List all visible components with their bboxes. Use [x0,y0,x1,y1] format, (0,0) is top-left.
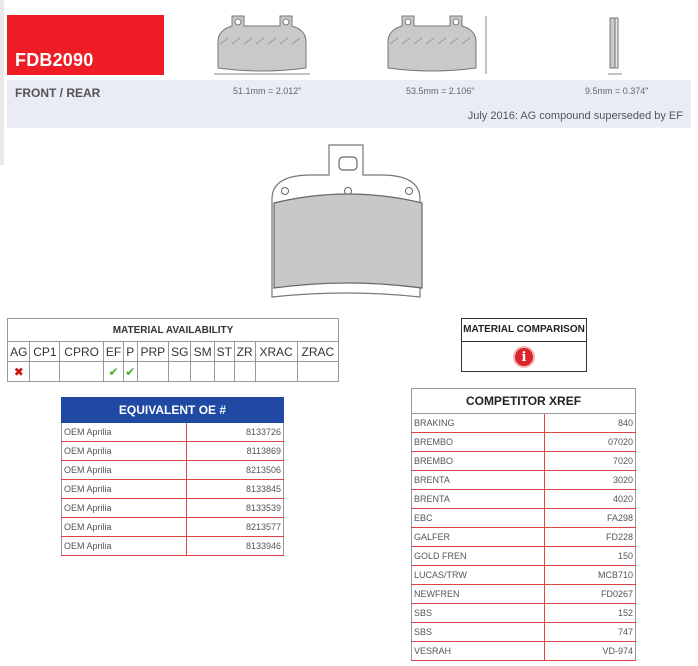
oe-number: 8213506 [187,461,284,480]
table-row [412,509,636,528]
material-availability-title: MATERIAL AVAILABILITY [8,319,339,342]
table-row [62,442,284,461]
material-cp1-status [30,362,60,382]
xref-brand: SBS [412,623,545,642]
material-col-sg: SG [169,342,191,362]
product-info-bar [7,80,691,128]
product-code: FDB2090 [15,50,94,70]
xref-brand: BRAKING [412,414,545,433]
oe-maker: OEM Aprilia [62,461,187,480]
oe-number: 8133539 [187,499,284,518]
material-col-zrac: ZRAC [297,342,338,362]
xref-ref: 150 [545,547,636,566]
competitor-xref-title: COMPETITOR XREF [412,389,636,414]
oe-maker: OEM Aprilia [62,537,187,556]
height-dimension: 53.5mm = 2.106" [406,86,475,96]
xref-ref: 747 [545,623,636,642]
material-availability-table [7,318,339,382]
material-zr-status [234,362,255,382]
xref-brand: NEWFREN [412,585,545,604]
check-icon: ✔ [108,364,119,379]
table-row [62,423,284,442]
compound-note: July 2016: AG compound superseded by EF [467,110,683,122]
material-ef-status [103,362,123,382]
pad-width-diagram [210,14,314,78]
xref-brand: BRENTA [412,490,545,509]
table-row [412,566,636,585]
oe-number: 8133726 [187,423,284,442]
oe-number: 8133946 [187,537,284,556]
left-edge-strip [0,0,4,165]
material-ag-status [8,362,30,382]
xref-ref: 07020 [545,433,636,452]
xref-ref: 840 [545,414,636,433]
xref-ref: 3020 [545,471,636,490]
xref-ref: 4020 [545,490,636,509]
equivalent-oe-table [61,397,284,556]
pad-height-diagram [380,14,494,78]
xref-brand: VESRAH [412,642,545,661]
material-cpro-status [60,362,104,382]
xref-brand: SBS [412,604,545,623]
table-row [412,547,636,566]
cross-icon: ✖ [13,364,24,379]
table-row [412,585,636,604]
material-sg-status [169,362,191,382]
table-row [412,433,636,452]
xref-ref: 152 [545,604,636,623]
material-col-sm: SM [191,342,214,362]
table-row [412,623,636,642]
table-row [62,480,284,499]
info-icon[interactable]: i [513,346,535,368]
xref-brand: GALFER [412,528,545,547]
material-col-zr: ZR [234,342,255,362]
material-prp-status [137,362,168,382]
material-xrac-status [255,362,297,382]
competitor-xref-table [411,388,636,661]
table-row [62,518,284,537]
xref-brand: BRENTA [412,471,545,490]
material-st-status [214,362,234,382]
table-row [412,414,636,433]
table-row [412,604,636,623]
oe-maker: OEM Aprilia [62,442,187,461]
table-row [62,499,284,518]
table-row [412,490,636,509]
table-row [412,471,636,490]
xref-ref: FD0267 [545,585,636,604]
table-row [62,537,284,556]
xref-brand: GOLD FREN [412,547,545,566]
table-row [412,642,636,661]
pad-thickness-diagram [600,14,630,78]
brake-pad-drawing [270,142,426,304]
oe-maker: OEM Aprilia [62,480,187,499]
equivalent-oe-title: EQUIVALENT OE # [62,398,284,423]
xref-ref: 7020 [545,452,636,471]
material-col-cp1: CP1 [30,342,60,362]
material-col-prp: PRP [137,342,168,362]
product-code-badge [7,15,164,75]
xref-brand: EBC [412,509,545,528]
xref-ref: FA298 [545,509,636,528]
oe-maker: OEM Aprilia [62,499,187,518]
xref-brand: BREMBO [412,433,545,452]
material-comparison-title: MATERIAL COMPARISON [462,319,586,342]
fitment-position: FRONT / REAR [15,86,101,100]
xref-ref: MCB710 [545,566,636,585]
material-comparison-box [461,318,587,372]
oe-number: 8133845 [187,480,284,499]
material-col-cpro: CPRO [60,342,104,362]
table-row [412,452,636,471]
check-icon: ✔ [125,364,136,379]
material-col-xrac: XRAC [255,342,297,362]
oe-maker: OEM Aprilia [62,518,187,537]
oe-maker: OEM Aprilia [62,423,187,442]
xref-ref: FD228 [545,528,636,547]
material-sm-status [191,362,214,382]
material-col-p: P [124,342,138,362]
thickness-dimension: 9.5mm = 0.374" [585,86,649,96]
table-row [412,528,636,547]
material-col-ag: AG [8,342,30,362]
material-p-status [124,362,138,382]
xref-brand: BREMBO [412,452,545,471]
width-dimension: 51.1mm = 2.012" [233,86,302,96]
xref-ref: VD-974 [545,642,636,661]
material-col-ef: EF [103,342,123,362]
oe-number: 8213577 [187,518,284,537]
xref-brand: LUCAS/TRW [412,566,545,585]
oe-number: 8113869 [187,442,284,461]
material-col-st: ST [214,342,234,362]
table-row [62,461,284,480]
material-zrac-status [297,362,338,382]
